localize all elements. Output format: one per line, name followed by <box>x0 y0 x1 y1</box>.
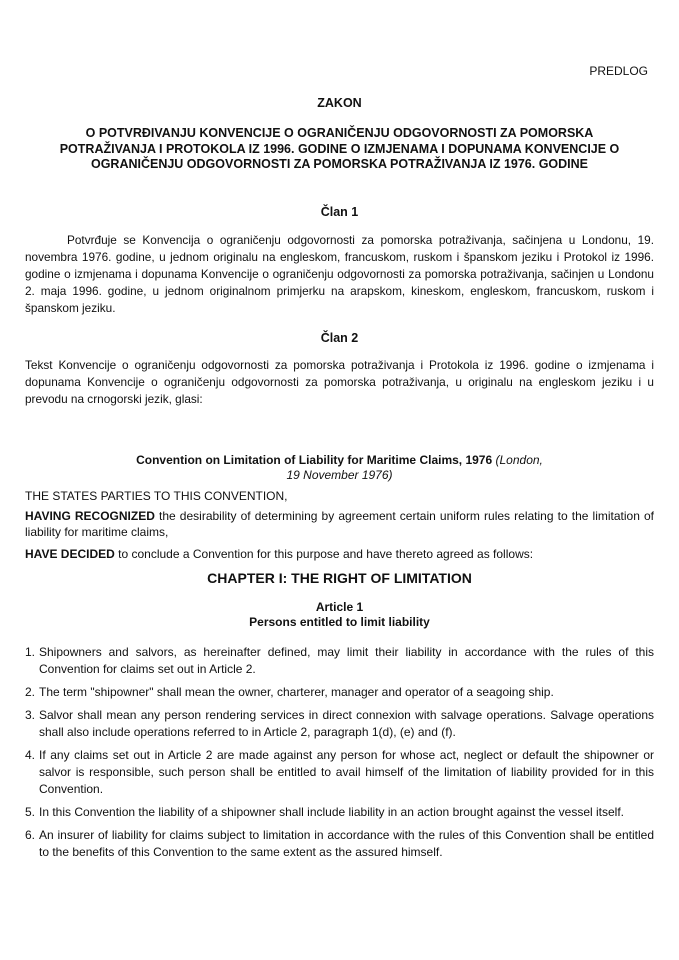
list-item <box>25 804 654 821</box>
item-number: 5. <box>25 805 36 819</box>
item-text: An insurer of liability for claims subject to limitation in accordance with the rules of this Convention shall be entitled to the benefits of this Convention to the same extent as the assured himself. <box>39 828 654 859</box>
item-text: Salvor shall mean any person rendering services in direct connexion with salvage operations. Salvage operations shall also include operations referred to in Article 2, paragraph 1(d), (e) and (f). <box>39 708 654 739</box>
convention-title-text: Convention on Limitation of Liability for Maritime Claims, 1976 <box>136 453 493 467</box>
law-title-line: POTRAŽIVANJA I PROTOKOLA IZ 1996. GODINE O IZMJENAMA I DOPUNAMA KONVENCIJE O <box>59 141 620 156</box>
convention-date-part2: 19 November 1976) <box>286 468 393 482</box>
list-item <box>25 747 654 798</box>
law-title-line: OGRANIČENJU ODGOVORNOSTI ZA POMORSKA POTRAŽIVANJA IZ 1976. GODINE <box>90 157 589 171</box>
item-number: 4. <box>25 748 36 762</box>
clan2-heading: Član 2 <box>320 331 359 345</box>
item-text: Shipowners and salvors, as hereinafter defined, may limit their liability in accordance with the rules of this Convention for claims set out in Article 2. <box>39 645 654 676</box>
convention-date-part1: (London, <box>495 453 543 467</box>
item-number: 2. <box>25 685 36 699</box>
item-number: 6. <box>25 828 36 842</box>
law-title <box>25 126 654 173</box>
having-recognized-text: the desirability of determining by agreement certain uniform rules relating to the limitation of liability for maritime claims, <box>25 509 655 539</box>
states-parties: THE STATES PARTIES TO THIS CONVENTION, <box>25 489 288 503</box>
predlog-label: PREDLOG <box>589 64 648 78</box>
have-decided-label: HAVE DECIDED <box>25 547 115 561</box>
item-text: In this Convention the liability of a shipowner shall include liability in an action brought against the vessel itself. <box>39 805 624 819</box>
item-text: If any claims set out in Article 2 are made against any person for whose act, neglect or default the shipowner or salvor is responsible, such person shall be entitled to avail himself of the limitation of liability provided for in this Convention. <box>39 748 654 796</box>
clan2-text: Tekst Konvencije o ograničenju odgovornosti za pomorska potraživanja i Protokola iz 1996. godine o izmjenama i dopunama Konvencije o ograničenju odgovornosti za pomorska potraživanja, u originalu na engleskom jeziku i u prevodu na crnogorski jezik, glasi: <box>25 358 654 406</box>
item-number: 1. <box>25 645 36 659</box>
have-decided-paragraph <box>25 547 654 561</box>
having-recognized-paragraph <box>25 508 654 540</box>
having-recognized-label: HAVING RECOGNIZED <box>25 509 155 523</box>
convention-title <box>25 453 654 483</box>
article-heading <box>25 600 654 630</box>
list-item <box>25 644 654 678</box>
clan1-text: Potvrđuje se Konvencija o ograničenju odgovornosti za pomorska potraživanja, sačinjena u Londonu, 19. novembra 1976. godine, u jednom originalu na engleskom, francuskom, ruskom i španskom jeziku i Protokol iz 1996. godine o izmjenama i dopunama Konvencije o ograničenju odgovornosti za pomorska potraživanja, sačinjen u Londonu 2. maja 1996. godine, u jednom originalnom primjerku na arapskom, kineskom, engleskom, francuskom, ruskom i španskom jeziku. <box>25 233 654 315</box>
law-heading: ZAKON <box>317 96 362 110</box>
list-item <box>25 684 654 701</box>
law-title-line: O POTVRĐIVANJU KONVENCIJE O OGRANIČENJU ODGOVORNOSTI ZA POMORSKA <box>85 126 594 140</box>
have-decided-text: to conclude a Convention for this purpose and have thereto agreed as follows: <box>114 547 534 561</box>
item-number: 3. <box>25 708 36 722</box>
list-item <box>25 707 654 741</box>
clan1-heading: Član 1 <box>320 205 359 219</box>
list-item <box>25 827 654 861</box>
item-text: The term "shipowner" shall mean the owner, charterer, manager and operator of a seagoing ship. <box>39 685 554 699</box>
article-title: Persons entitled to limit liability <box>249 615 430 629</box>
article-number: Article 1 <box>315 600 364 614</box>
chapter-heading: CHAPTER I: THE RIGHT OF LIMITATION <box>207 570 472 586</box>
article-items <box>25 644 654 867</box>
